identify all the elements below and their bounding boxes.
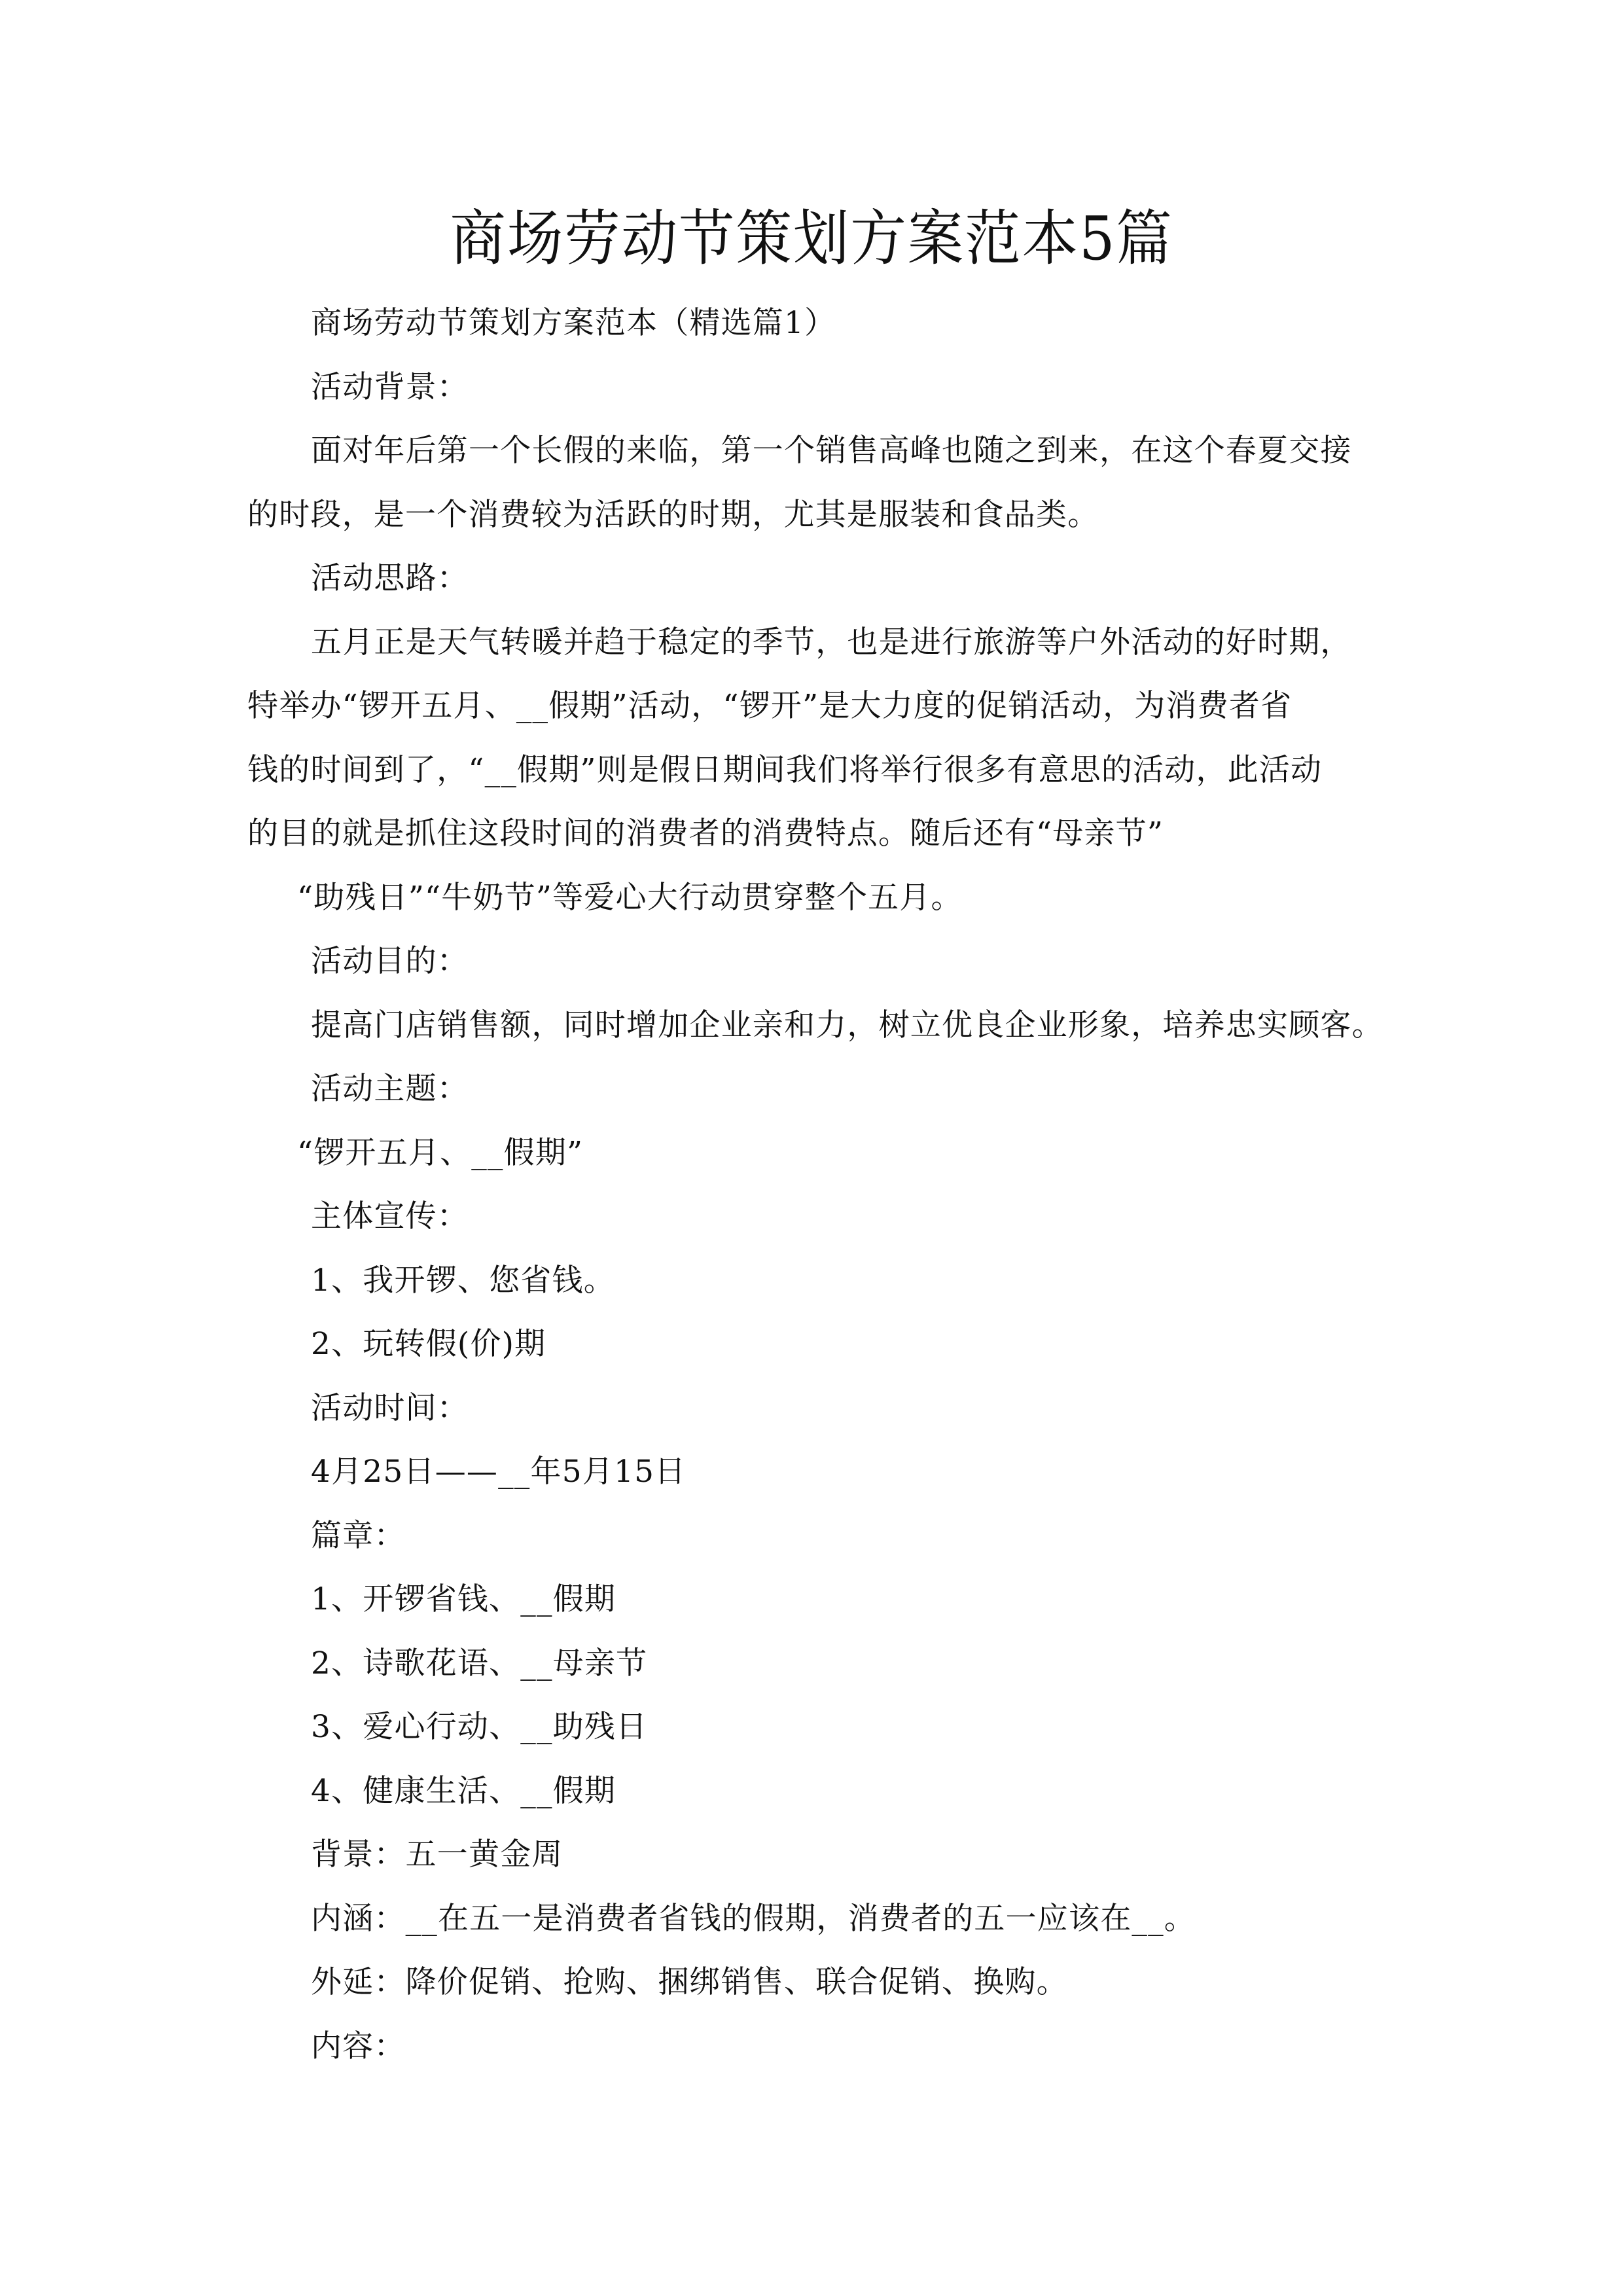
document-title: 商场劳动节策划方案范本5篇 <box>450 204 1173 274</box>
list-item-promotion-1: 1、我开锣、您省钱。 <box>311 1262 615 1299</box>
paragraph-line: 特举办“锣开五月、__假期”活动，“锣开”是大力度的促销活动，为消费者省 <box>247 688 1293 724</box>
paragraph-extension: 外延：降价促销、抢购、捆绑销售、联合促销、换购。 <box>311 1964 1068 2000</box>
paragraph-line: 面对年后第一个长假的来临，第一个销售高峰也随之到来，在这个春夏交接 <box>311 433 1352 469</box>
label-activity-time: 活动时间： <box>311 1390 469 1426</box>
paragraph-line: 钱的时间到了，“__假期”则是假日期间我们将举行很多有意思的活动，此活动 <box>247 751 1323 788</box>
list-item-chapter-2: 2、诗歌花语、__母亲节 <box>311 1645 648 1681</box>
section-heading-selected-1: 商场劳动节策划方案范本（精选篇1） <box>311 305 836 341</box>
label-activity-background: 活动背景： <box>311 368 469 405</box>
paragraph-background <box>247 419 1386 547</box>
paragraph-activity-time: 4月25日——__年5月15日 <box>311 1454 687 1490</box>
label-activity-theme: 活动主题： <box>311 1071 469 1107</box>
label-activity-purpose: 活动目的： <box>311 943 469 979</box>
paragraph-line: 五月正是天气转暖并趋于稳定的季节，也是进行旅游等户外活动的好时期， <box>311 624 1352 660</box>
label-main-promotion: 主体宣传： <box>311 1198 469 1234</box>
paragraph-idea <box>247 611 1386 866</box>
paragraph-line: 的目的就是抓住这段时间的消费者的消费特点。随后还有“母亲节” <box>247 816 1164 852</box>
list-item-promotion-2: 2、玩转假(价)期 <box>311 1326 546 1362</box>
paragraph-context: 背景：五一黄金周 <box>311 1837 563 1873</box>
list-item-chapter-1: 1、开锣省钱、__假期 <box>311 1581 616 1617</box>
label-chapters: 篇章： <box>311 1517 406 1554</box>
document-body <box>247 291 1386 2078</box>
list-item-chapter-3: 3、爱心行动、__助残日 <box>311 1709 648 1745</box>
paragraph-connotation: 内涵：__在五一是消费者省钱的假期，消费者的五一应该在__。 <box>311 1900 1196 1937</box>
paragraph-theme: “锣开五月、__假期” <box>297 1134 584 1171</box>
label-activity-idea: 活动思路： <box>311 560 469 596</box>
paragraph-purpose: 提高门店销售额，同时增加企业亲和力，树立优良企业形象，培养忠实顾客。 <box>311 1007 1383 1043</box>
paragraph-line: 的时段，是一个消费较为活跃的时期，尤其是服装和食品类。 <box>247 496 1099 533</box>
paragraph-love-actions: “助残日”“牛奶节”等爱心大行动贯穿整个五月。 <box>297 879 963 916</box>
list-item-chapter-4: 4、健康生活、__假期 <box>311 1772 616 1809</box>
label-content: 内容： <box>311 2028 406 2064</box>
